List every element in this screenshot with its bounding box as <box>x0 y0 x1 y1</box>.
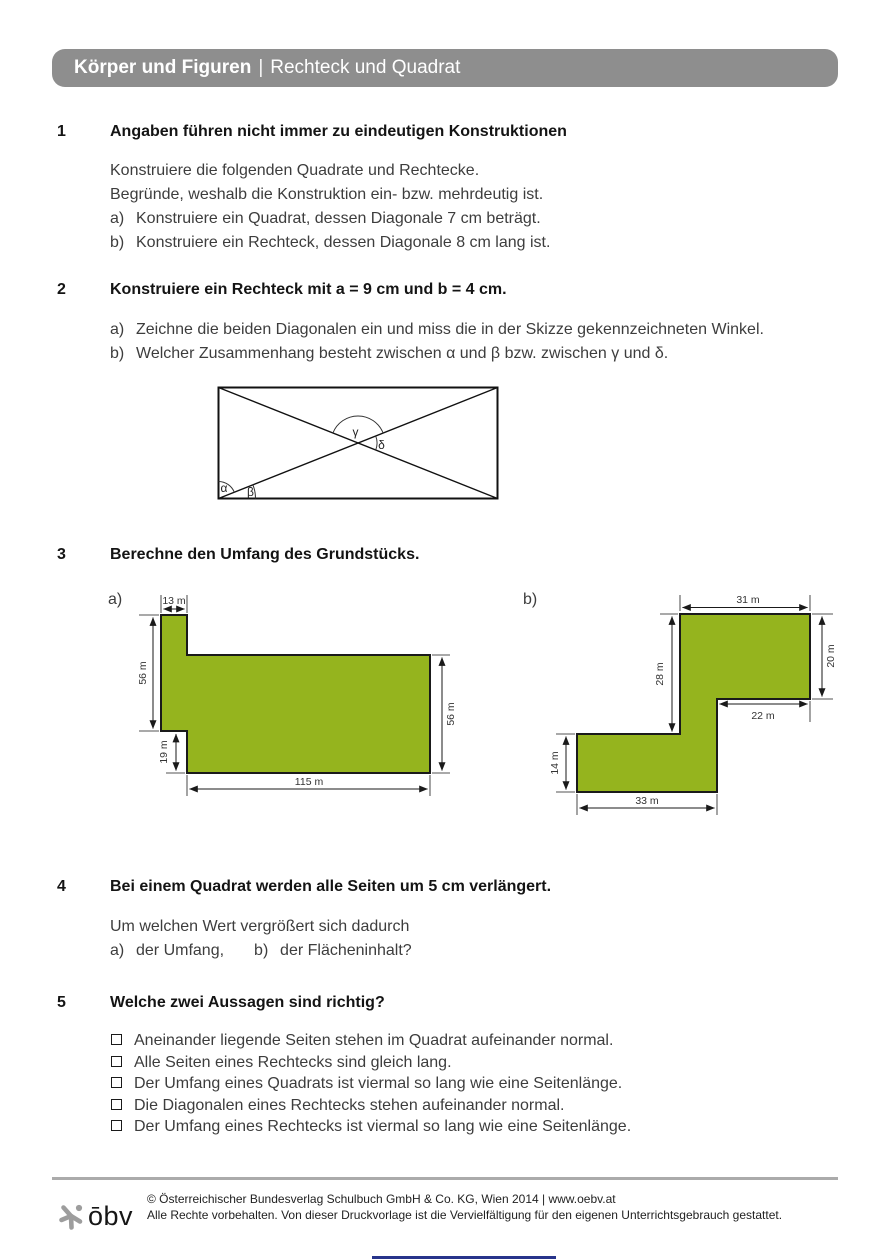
checkbox[interactable] <box>111 1120 122 1131</box>
logo-text: ōbv <box>88 1201 134 1231</box>
item-text: Welcher Zusammenhang besteht zwischen α und β bzw. zwischen γ und δ. <box>136 345 669 362</box>
header-separator: | <box>258 57 264 78</box>
exercise-5-title: Welche zwei Aussagen sind richtig? <box>110 994 385 1011</box>
checkbox[interactable] <box>111 1034 122 1045</box>
list-item <box>110 231 550 255</box>
exercise-3-number: 3 <box>57 546 66 563</box>
option-row <box>111 1117 631 1139</box>
logo-asterisk-icon <box>58 1200 86 1232</box>
option-row <box>111 1053 631 1075</box>
item-text: Konstruiere ein Rechteck, dessen Diagonale 8 cm lang ist. <box>136 234 551 251</box>
dimension-label-56m-right: 56 m <box>445 702 457 726</box>
rectangle-diagram <box>208 379 508 509</box>
exercise-4-title: Bei einem Quadrat werden alle Seiten um 5 cm verlängert. <box>110 878 552 895</box>
checkbox[interactable] <box>111 1077 122 1088</box>
angle-label-gamma: γ <box>352 425 359 439</box>
exercise-3-title: Berechne den Umfang des Grundstücks. <box>110 546 420 563</box>
dimension-label-31m: 31 m <box>736 594 760 606</box>
item-label: a) <box>110 210 125 227</box>
item-label: a) <box>110 321 125 338</box>
figure-b-label: b) <box>523 591 538 608</box>
angle-label-delta: δ <box>378 438 385 452</box>
item-text: der Flächeninhalt? <box>280 942 412 959</box>
dimension-label-20m: 20 m <box>825 644 837 668</box>
exercise-2-title: Konstruiere ein Rechteck mit a = 9 cm und b = 4 cm. <box>110 281 507 298</box>
list-item <box>110 207 550 231</box>
item-label: b) <box>254 942 269 959</box>
list-item <box>110 318 764 342</box>
item-label: a) <box>110 942 125 959</box>
header-bar <box>52 49 838 87</box>
dimension-label-22m: 22 m <box>751 710 775 722</box>
option-row <box>111 1096 631 1118</box>
exercise-5-number: 5 <box>57 994 66 1011</box>
dimension-label-33m: 33 m <box>635 795 659 807</box>
copyright-line-1: © Österreichischer Bundesverlag Schulbuch GmbH & Co. KG, Wien 2014 | www.oebv.at <box>147 1192 616 1206</box>
item-label: b) <box>110 234 125 251</box>
plot-polygon-b <box>577 614 810 792</box>
checkbox[interactable] <box>111 1099 122 1110</box>
dimension-label-28m: 28 m <box>654 662 666 686</box>
option-label: Der Umfang eines Quadrats ist viermal so lang wie eine Seitenlänge. <box>134 1075 623 1093</box>
option-row <box>111 1074 631 1096</box>
dimension-label-115m: 115 m <box>294 776 324 788</box>
exercise-1-body <box>110 159 550 255</box>
instruction-line: Um welchen Wert vergrößert sich dadurch <box>110 918 410 935</box>
exercise-5-options <box>111 1031 631 1139</box>
option-label: Alle Seiten eines Rechtecks sind gleich lang. <box>134 1053 452 1071</box>
exercise-1-title: Angaben führen nicht immer zu eindeutigen Konstruktionen <box>110 123 567 140</box>
instruction-line: Begründe, weshalb die Konstruktion ein- bzw. mehrdeutig ist. <box>110 186 544 203</box>
option-label: Der Umfang eines Rechtecks ist viermal so lang wie eine Seitenlänge. <box>134 1118 632 1136</box>
item-label: b) <box>110 345 125 362</box>
dimension-label-56m-left: 56 m <box>137 661 149 685</box>
chapter-title: Körper und Figuren <box>74 57 252 78</box>
dimension-label-19m: 19 m <box>158 740 170 764</box>
exercise-1-number: 1 <box>57 123 66 140</box>
option-label: Aneinander liegende Seiten stehen im Quadrat aufeinander normal. <box>134 1032 614 1049</box>
exercise-4-number: 4 <box>57 878 66 895</box>
item-text: der Umfang, <box>136 942 225 959</box>
item-text: Zeichne die beiden Diagonalen ein und miss die in der Skizze gekennzeichneten Winkel. <box>136 321 764 338</box>
plot-figure-a <box>105 588 475 803</box>
instruction-line: Konstruiere die folgenden Quadrate und Rechtecke. <box>110 162 480 179</box>
list-item <box>110 342 764 366</box>
option-row <box>111 1031 631 1053</box>
figure-a-label: a) <box>108 591 123 608</box>
dimension-label-13m: 13 m <box>162 595 186 607</box>
exercise-2-number: 2 <box>57 281 66 298</box>
copyright-block <box>147 1192 782 1223</box>
exercise-4-body <box>110 915 412 963</box>
list-item <box>110 939 412 963</box>
oebv-logo <box>58 1200 86 1237</box>
copyright-line-2: Alle Rechte vorbehalten. Von dieser Druckvorlage ist die Vervielfältigung für den eigenen Unterrichtsgebrauch gestattet. <box>147 1207 783 1222</box>
dimension-label-14m: 14 m <box>549 751 561 775</box>
footer-rule <box>52 1177 838 1180</box>
plot-polygon-a <box>161 615 430 773</box>
exercise-2-body <box>110 318 764 366</box>
angle-label-beta: β <box>247 485 254 499</box>
angle-label-alpha: α <box>220 481 228 495</box>
topic-title: Rechteck und Quadrat <box>270 57 461 78</box>
option-label: Die Diagonalen eines Rechtecks stehen aufeinander normal. <box>134 1096 565 1114</box>
plot-figure-b <box>520 588 850 818</box>
item-text: Konstruiere ein Quadrat, dessen Diagonale 7 cm beträgt. <box>136 210 541 227</box>
checkbox[interactable] <box>111 1056 122 1067</box>
